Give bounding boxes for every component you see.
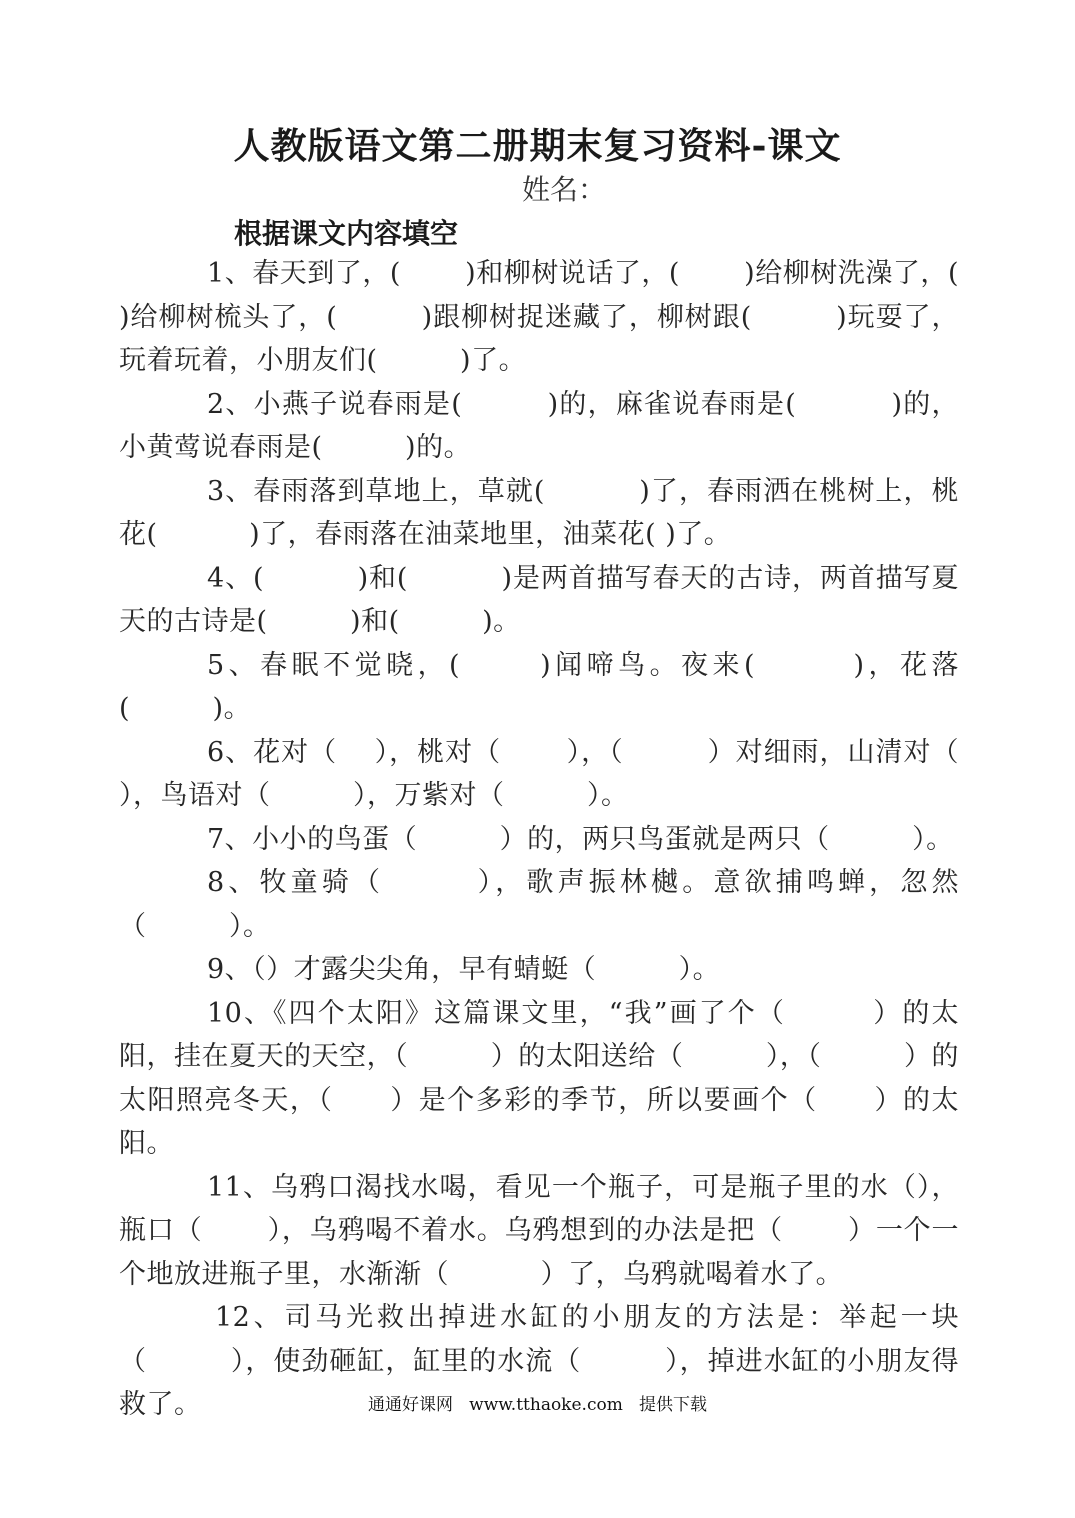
question-1: 1、春天到了，( )和柳树说话了，( )给柳树洗澡了，( )给柳树梳头了，( )跟柳树捉迷藏了，柳树跟( )玩耍了，玩着玩着，小朋友们( )了。 (119, 258, 1024, 376)
footer-credit: 通通好课网 www.tthaoke.com 提供下载 (367, 1395, 708, 1415)
question-4: 4、( )和( )是两首描写春天的古诗，两首描写夏天的古诗是( )和( )。 (119, 562, 959, 637)
question-9: 9、（）才露尖尖角，早有蜻蜓（ ）。 (207, 954, 721, 985)
question-10: 10、《四个太阳》这篇课文里，“我”画了个（ ）的太阳，挂在夏天的天空，（ ）的太阳送给（ ），（ ）的太阳照亮冬天，（ ）是个多彩的季节，所以要画个（ ）的太阳。 (119, 997, 959, 1159)
question-list (119, 252, 1024, 1427)
question-5: 5、春眠不觉晓，( )闻啼鸟。夜来( )，花落( )。 (119, 649, 959, 724)
page-title: 人教版语文第二册期末复习资料-课文 (233, 125, 842, 167)
question-8: 8、牧童骑（ ），歌声振林樾。意欲捕鸣蝉，忽然（ ）。 (119, 867, 959, 942)
question-12: 12、司马光救出掉进水缸的小朋友的方法是：举起一块（ ），使劲砸缸，缸里的水流（ ），掉进水缸的小朋友得救了。 (119, 1302, 959, 1420)
name-label: 姓名： (522, 173, 607, 206)
question-7: 7、小小的鸟蛋（ ）的，两只鸟蛋就是两只（ ）。 (207, 823, 954, 855)
question-3: 3、春雨落到草地上，草就( )了，春雨洒在桃树上，桃花( )了，春雨落在油菜地里，油菜花( )了。 (119, 475, 959, 550)
section-heading: 根据课文内容填空 (234, 217, 459, 250)
question-6: 6、花对（ ），桃对（ ），（ ）对细雨，山清对（ ），鸟语对（ ），万紫对（ ）。 (119, 736, 1024, 811)
question-11: 11、乌鸦口渴找水喝，看见一个瓶子，可是瓶子里的水（），瓶口（ ），乌鸦喝不着水。乌鸦想到的办法是把（ ）一个一个地放进瓶子里，水渐渐（ ）了，乌鸦就喝着水了。 (119, 1171, 959, 1290)
question-2: 2、小燕子说春雨是( )的，麻雀说春雨是( )的，小黄莺说春雨是( )的。 (119, 388, 959, 463)
